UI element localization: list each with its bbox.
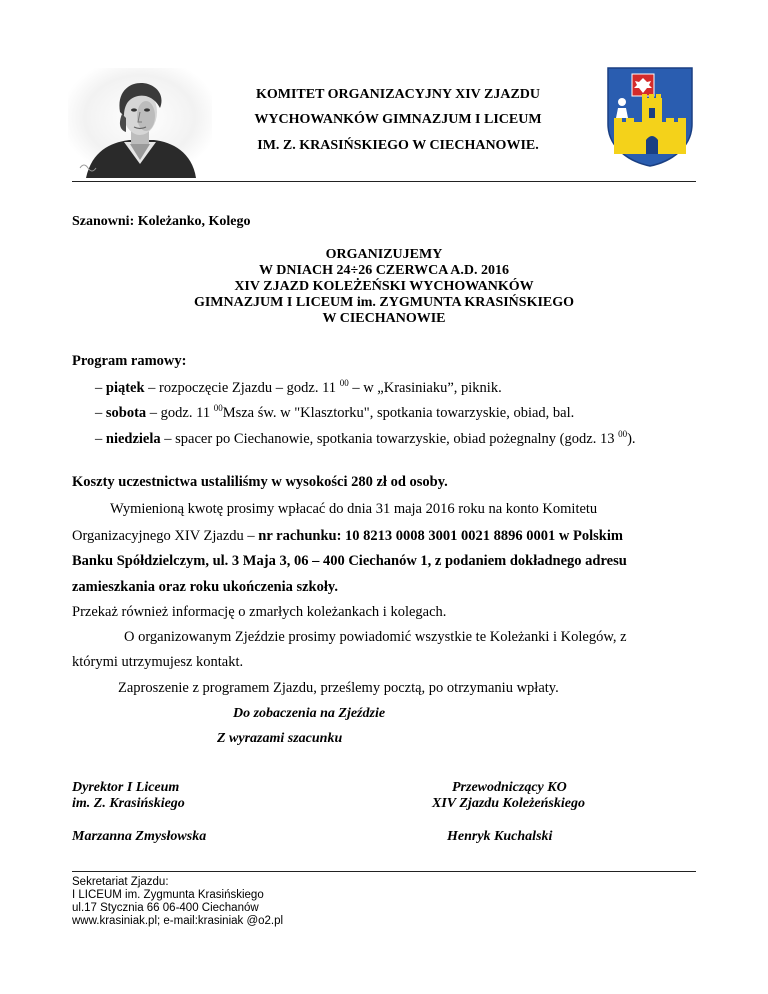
payment-line-4: zamieszkania oraz roku ukończenia szkoły.	[72, 579, 338, 595]
closing-line-1: Do zobaczenia na Zjeździe	[233, 706, 386, 721]
announcement-line-2: W DNIACH 24÷26 CZERWCA A.D. 2016	[258, 263, 509, 278]
left-signatory-name: Marzanna Zmysłowska	[72, 829, 207, 844]
right-signatory-title-1: Przewodniczący KO	[452, 780, 567, 795]
footer-line-3: ul.17 Stycznia 66 06-400 Ciechanów	[72, 902, 259, 914]
header-divider	[72, 181, 696, 182]
announcement-line-4: GIMNAZJUM I LICEUM im. ZYGMUNTA KRASIŃSKIEGO	[193, 295, 575, 310]
right-signatory-name: Henryk Kuchalski	[447, 829, 553, 844]
notify-line-2: którymi utrzymujesz kontakt.	[72, 654, 244, 670]
program-saturday-day: sobota	[105, 405, 147, 421]
program-sunday-day: niedziela	[105, 431, 161, 447]
ciechanow-coat-of-arms	[604, 64, 696, 168]
program-heading: Program ramowy:	[72, 353, 187, 369]
costs-heading: Koszty uczestnictwa ustaliliśmy w wysokości 280 zł od osoby.	[72, 474, 448, 490]
payment-line-3: Banku Spółdzielczym, ul. 3 Maja 3, 06 – 400 Ciechanów 1, z podaniem dokładnego adresu	[72, 553, 627, 569]
left-signatory-title-2: im. Z. Krasińskiego	[72, 796, 185, 811]
announcement-line-5: W CIECHANOWIE	[322, 311, 446, 326]
committee-header-line-3: IM. Z. KRASIŃSKIEGO W CIECHANOWIE.	[257, 138, 539, 153]
program-saturday: – sobota – godz. 11 $^{00}$Msza św. w "Klasztorku", spotkania towarzyskie, obiad, bal.	[95, 403, 575, 421]
footer-line-4: www.krasiniak.pl; e-mail:krasiniak @o2.pl	[72, 915, 284, 927]
footer	[72, 876, 283, 928]
footer-divider	[72, 871, 696, 872]
program-friday: – piątek – rozpoczęcie Zjazdu – godz. 11 $^{00}$ – w „Krasiniaku”, piknik.	[95, 378, 502, 396]
payment-line-2: Organizacyjnego XIV Zjazdu – nr rachunku: 10 8213 0008 3001 0021 8896 0001 w Polskim	[72, 528, 623, 544]
payment-line-1: Wymienioną kwotę prosimy wpłacać do dnia 31 maja 2016 roku na konto Komitetu	[110, 501, 598, 517]
account-number: nr rachunku: 10 8213 0008 3001 0021 8896 0001 w Polskim	[258, 528, 623, 544]
footer-line-1: Sekretariat Zjazdu:	[72, 876, 169, 888]
left-signatory-title-1: Dyrektor I Liceum	[72, 780, 180, 795]
greeting: Szanowni: Koleżanko, Kolego	[72, 214, 251, 229]
program-friday-day: piątek	[105, 380, 145, 396]
closing-line-2: Z wyrazami szacunku	[217, 731, 343, 746]
krasinski-portrait	[68, 68, 212, 178]
right-signatory-title-2: XIV Zjazdu Koleżeńskiego	[432, 796, 585, 811]
invitation-line: Zaproszenie z programem Zjazdu, prześlemy pocztą, po otrzymaniu wpłaty.	[118, 680, 559, 696]
committee-header-line-1: KOMITET ORGANIZACYJNY XIV ZJAZDU	[255, 87, 541, 102]
deceased-info-line: Przekaż również informację o zmarłych koleżankach i kolegach.	[72, 604, 447, 620]
announcement-line-1: ORGANIZUJEMY	[325, 247, 443, 262]
committee-header-line-2: WYCHOWANKÓW GIMNAZJUM I LICEUM	[254, 112, 542, 127]
program-sunday: – niedziela – spacer po Ciechanowie, spotkania towarzyskie, obiad pożegnalny (godz. 13 $^{00}$).	[95, 429, 636, 447]
notify-line-1: O organizowanym Zjeździe prosimy powiadomić wszystkie te Koleżanki i Kolegów, z	[124, 629, 627, 645]
announcement-line-3: XIV ZJAZD KOLEŻEŃSKI WYCHOWANKÓW	[234, 279, 534, 294]
footer-line-2: I LICEUM im. Zygmunta Krasińskiego	[72, 889, 264, 901]
